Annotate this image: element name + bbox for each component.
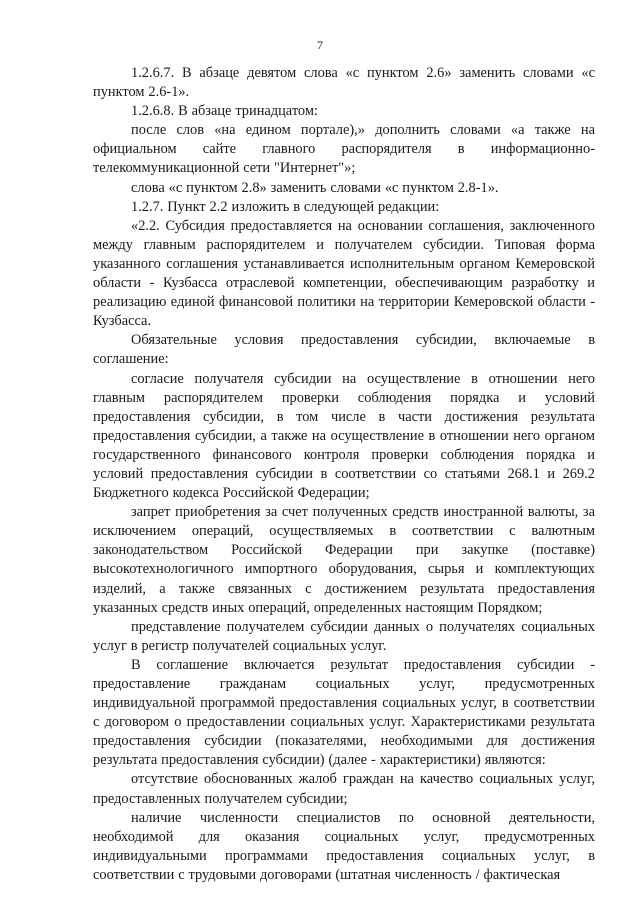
paragraph: 1.2.7. Пункт 2.2 изложить в следующей редакции:: [131, 198, 440, 215]
paragraph: запрет приобретения за счет полученных средств иностранной валюты, за исключением операций, осуществляемых в соответствии с валютным законодательством Российской Федерации при закупке (поставке) высокотехнологичного импортного оборудования, сырья и комплектующих изделий, а также связанных с достижением результата предоставления указанных средств иных операций, определенных настоящим Порядком;: [93, 504, 595, 616]
paragraph: В соглашение включается результат предоставления субсидии - предоставление гражданам социальных услуг, предусмотренных индивидуальной программой предоставления социальных услуг, в соответствии с договором о предоставлении социальных услуг. Характеристиками результата предоставления субсидии (показателями, необходимыми для достижения результата предоставления субсидии) (далее - характеристики) являются:: [93, 656, 595, 769]
paragraph: «2.2. Субсидия предоставляется на основании соглашения, заключенного между главным распорядителем и получателем субсидии. Типовая форма указанного соглашения устанавливается исполнительным органом Кемеровской области - Кузбасса отраслевой компетенции, обеспечивающим разработку и реализацию единой финансовой политики на территории Кемеровской области - Кузбасса.: [93, 217, 595, 330]
paragraph: Обязательные условия предоставления субсидии, включаемые в соглашение:: [93, 332, 595, 368]
document-body: [93, 64, 595, 885]
paragraph: слова «с пунктом 2.8» заменить словами «с пунктом 2.8-1».: [131, 179, 499, 196]
paragraph: после слов «на едином портале),» дополнить словами «а также на официальном сайте главного распорядителя в информационно-телекоммуникационной сети "Интернет"»;: [93, 122, 595, 177]
paragraph: представление получателем субсидии данных о получателях социальных услуг в регистр получателей социальных услуг.: [93, 618, 595, 654]
paragraph: отсутствие обоснованных жалоб граждан на качество социальных услуг, предоставленных получателем субсидии;: [93, 771, 595, 807]
paragraph: согласие получателя субсидии на осуществление в отношении него главным распорядителем проверки соблюдения порядка и условий предоставления субсидии, в том числе в части достижения результата предоставления субсидии, а также на осуществление в отношении него органом государственного финансового контроля проверки соблюдения порядка и условий предоставления субсидии в соответствии со статьями 268.1 и 269.2 Бюджетного кодекса Российской Федерации;: [93, 370, 595, 502]
paragraph: 1.2.6.8. В абзаце тринадцатом:: [131, 103, 318, 120]
paragraph: наличие численности специалистов по основной деятельности, необходимой для оказания социальных услуг, предусмотренных индивидуальными программами предоставления социальных услуг, в соответствии с трудовыми договорами (штатная численность / фактическая: [93, 809, 595, 883]
page-number: 7: [317, 38, 323, 52]
paragraph: 1.2.6.7. В абзаце девятом слова «с пунктом 2.6» заменить словами «с пунктом 2.6-1».: [93, 65, 595, 101]
